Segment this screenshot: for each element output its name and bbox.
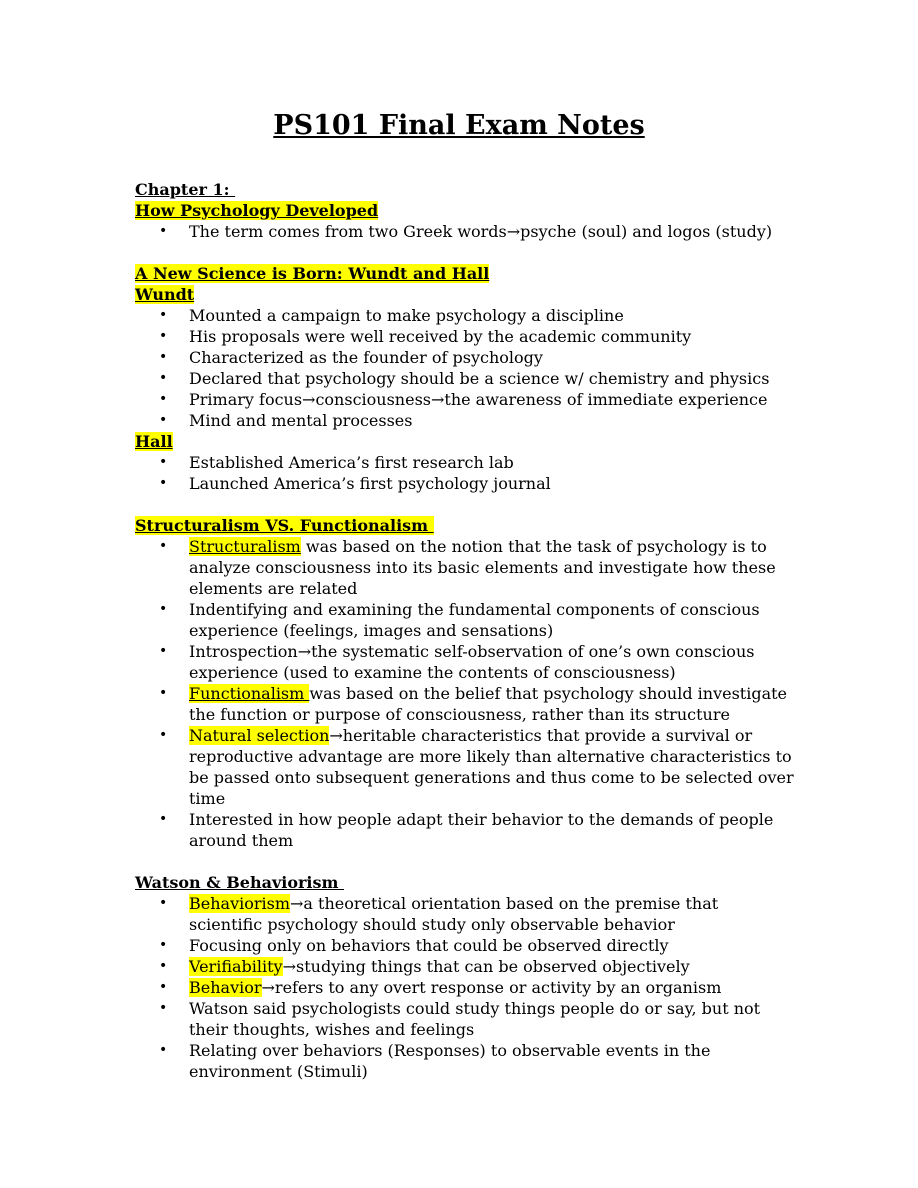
list-item: • Verifiability→studying things that can be observed objectively — [135, 956, 795, 977]
list-item: • Declared that psychology should be a science w/ chemistry and physics — [135, 368, 795, 389]
list-item: • Mounted a campaign to make psychology a discipline — [135, 305, 795, 326]
chapter-heading: Chapter 1: — [135, 180, 236, 199]
term-behaviorism: Behaviorism — [189, 894, 291, 913]
term-natural-selection: Natural selection — [189, 726, 330, 745]
list-item: • Watson said psychologists could study things people do or say, but not their thoughts, wishes and feelings — [135, 998, 795, 1040]
list-item: • Focusing only on behaviors that could be observed directly — [135, 935, 795, 956]
list-item: • Natural selection→heritable characteristics that provide a survival or reproductive advantage are more likely than alternative characteristics to be passed onto subsequent generations and thus come to be selected over time — [135, 725, 795, 809]
term-verifiability: Verifiability — [189, 957, 283, 976]
list-item: • Mind and mental processes — [135, 410, 795, 431]
list-item: • Launched America’s first psychology journal — [135, 473, 795, 494]
term-structuralism: Structuralism — [189, 537, 301, 556]
section-heading-watson-behaviorism: Watson & Behaviorism — [135, 873, 344, 892]
list-item: • Characterized as the founder of psychology — [135, 347, 795, 368]
list-item: • Introspection→the systematic self-observation of one’s own conscious experience (used to examine the contents of consciousness) — [135, 641, 795, 683]
term-behavior: Behavior — [189, 978, 262, 997]
list-item: • The term comes from two Greek words→psyche (soul) and logos (study) — [135, 221, 795, 242]
list-item: • Behavior→refers to any overt response or activity by an organism — [135, 977, 795, 998]
list-item: • Behaviorism→a theoretical orientation based on the premise that scientific psychology should study only observable behavior — [135, 893, 795, 935]
list-item: • His proposals were well received by the academic community — [135, 326, 795, 347]
term-functionalism: Functionalism — [189, 684, 310, 703]
section-heading-new-science: A New Science is Born: Wundt and Hall — [135, 264, 490, 283]
section-heading-how-psychology-developed: How Psychology Developed — [135, 201, 379, 220]
list-item: • Interested in how people adapt their behavior to the demands of people around them — [135, 809, 795, 851]
bullet-list-hall — [135, 452, 795, 494]
bullet-list-how-psychology-developed — [135, 221, 795, 242]
list-item: • Indentifying and examining the fundamental components of conscious experience (feelings, images and sensations) — [135, 599, 795, 641]
bullet-list-wundt — [135, 305, 795, 431]
section-heading-structuralism-functionalism: Structuralism VS. Functionalism — [135, 516, 434, 535]
list-item: • Functionalism was based on the belief that psychology should investigate the function or purpose of consciousness, rather than its structure — [135, 683, 795, 725]
list-item: • Primary focus→consciousness→the awareness of immediate experience — [135, 389, 795, 410]
bullet-list-watson-behaviorism — [135, 893, 795, 1082]
bullet-list-structuralism-functionalism — [135, 536, 795, 851]
list-item: • Relating over behaviors (Responses) to observable events in the environment (Stimuli) — [135, 1040, 795, 1082]
list-item: • Structuralism was based on the notion that the task of psychology is to analyze consciousness into its basic elements and investigate how these elements are related — [135, 536, 795, 599]
subheading-wundt: Wundt — [135, 285, 195, 304]
list-item: • Established America’s first research lab — [135, 452, 795, 473]
document-title: PS101 Final Exam Notes — [273, 110, 645, 141]
subheading-hall: Hall — [135, 432, 173, 451]
document-body — [135, 179, 795, 1082]
